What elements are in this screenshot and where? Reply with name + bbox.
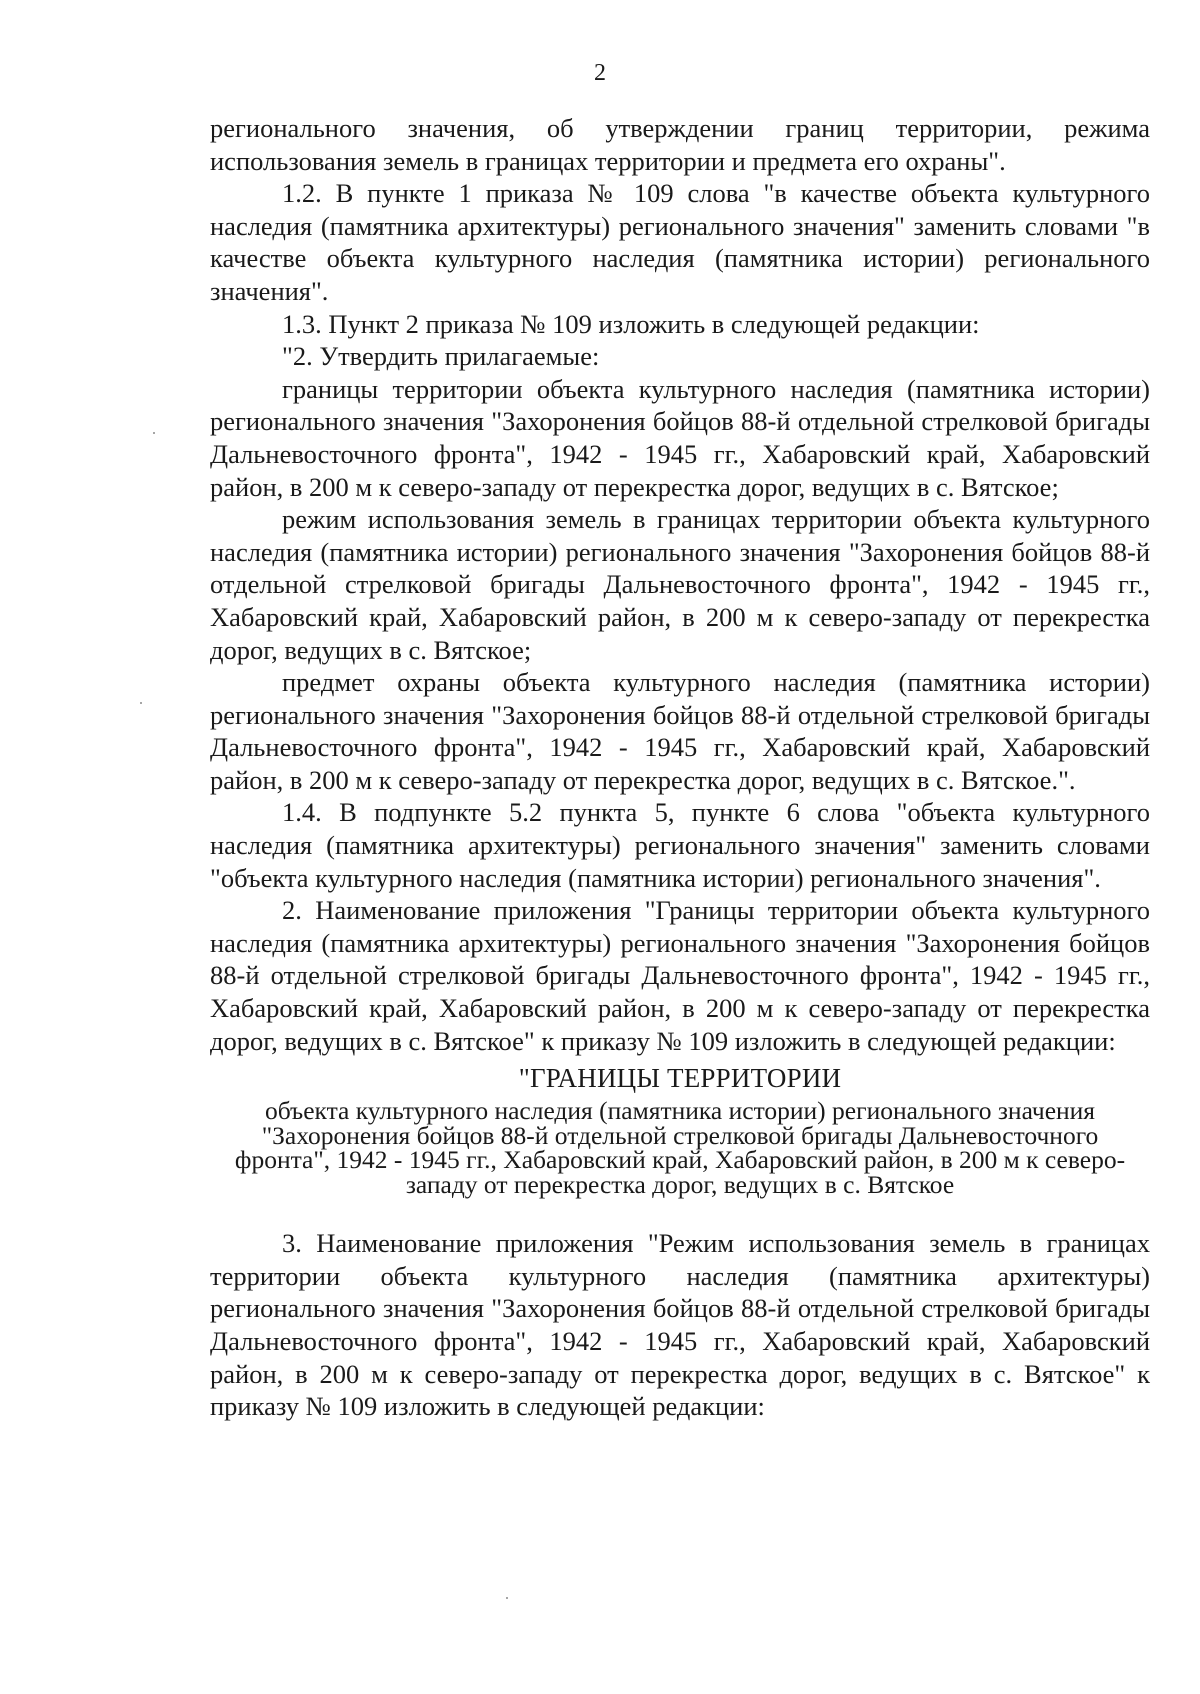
paragraph-approve: "2. Утвердить прилагаемые:: [282, 341, 600, 372]
paragraph-3: 3. Наименование приложения "Режим использования земель в границах территории объекта культурного наследия (памятника архитектуры) регионального значения "Захоронения бойцов 88-й отдельной стрелковой бригады Дальневосточного фронта", 1942 - 1945 гг., Хабаровский край, Хабаровский район, в 200 м к северо-западу от перекрестка дорог, ведущих в с. Вятское" к приказу № 109 изложить в следующей редакции:: [210, 1228, 1150, 1422]
paragraph-1-2: 1.2. В пункте 1 приказа № 109 слова "в качестве объекта культурного наследия (памятника архитектуры) регионального значения" заменить словами "в качестве объекта культурного наследия (памятника истории) регионального значения".: [210, 178, 1150, 306]
paragraph-protection-subject: предмет охраны объекта культурного наследия (памятника истории) регионального значения "Захоронения бойцов 88-й отдельной стрелковой бригады Дальневосточного фронта", 1942 - 1945 гг., Хабаровский край, Хабаровский район, в 200 м к северо-западу от перекрестка дорог, ведущих в с. Вятское.".: [210, 667, 1150, 795]
paragraph-2: 2. Наименование приложения "Границы территории объекта культурного наследия (памятника архитектуры) регионального значения "Захоронения бойцов 88-й отдельной стрелковой бригады Дальневосточного фронта", 1942 - 1945 гг., Хабаровский край, Хабаровский район, в 200 м к северо-западу от перекрестка дорог, ведущих в с. Вятское" к приказу № 109 изложить в следующей редакции:: [210, 895, 1150, 1056]
appendix-heading: "ГРАНИЦЫ ТЕРРИТОРИИ: [518, 1063, 842, 1094]
paragraph-boundaries: границы территории объекта культурного наследия (памятника истории) регионального значения "Захоронения бойцов 88-й отдельной стрелковой бригады Дальневосточного фронта", 1942 - 1945 гг., Хабаровский край, Хабаровский район, в 200 м к северо-западу от перекрестка дорог, ведущих в с. Вятское;: [210, 373, 1150, 502]
paragraph-land-use-regime: режим использования земель в границах территории объекта культурного наследия (памятника истории) регионального значения "Захоронения бойцов 88-й отдельной стрелковой бригады Дальневосточного фронта", 1942 - 1945 гг., Хабаровский край, Хабаровский район, в 200 м к северо-западу от перекрестка дорог, ведущих в с. Вятское;: [210, 504, 1150, 665]
scan-speck: [506, 1597, 508, 1599]
scan-speck: [153, 432, 155, 434]
scan-speck: [140, 702, 142, 704]
paragraph-1-3: 1.3. Пункт 2 приказа № 109 изложить в следующей редакции:: [282, 308, 980, 339]
paragraph-continuation: регионального значения, об утверждении границ территории, режима использования земель в границах территории и предмета его охраны".: [210, 113, 1150, 176]
document-body: [210, 112, 1150, 1423]
page-number: 2: [594, 60, 606, 86]
paragraph-1-4: 1.4. В подпункте 5.2 пункта 5, пункте 6 слова "объекта культурного наследия (памятника архитектуры) регионального значения" заменить словами "объекта культурного наследия (памятника истории) регионального значения".: [210, 797, 1150, 893]
appendix-subheading: объекта культурного наследия (памятника истории) регионального значения "Захоронения бойцов 88-й отдельной стрелковой бригады Дальневосточного фронта", 1942 - 1945 гг., Хабаровский край, Хабаровский район, в 200 м к северо-западу от перекрестка дорог, ведущих в с. Вятское: [234, 1096, 1126, 1199]
